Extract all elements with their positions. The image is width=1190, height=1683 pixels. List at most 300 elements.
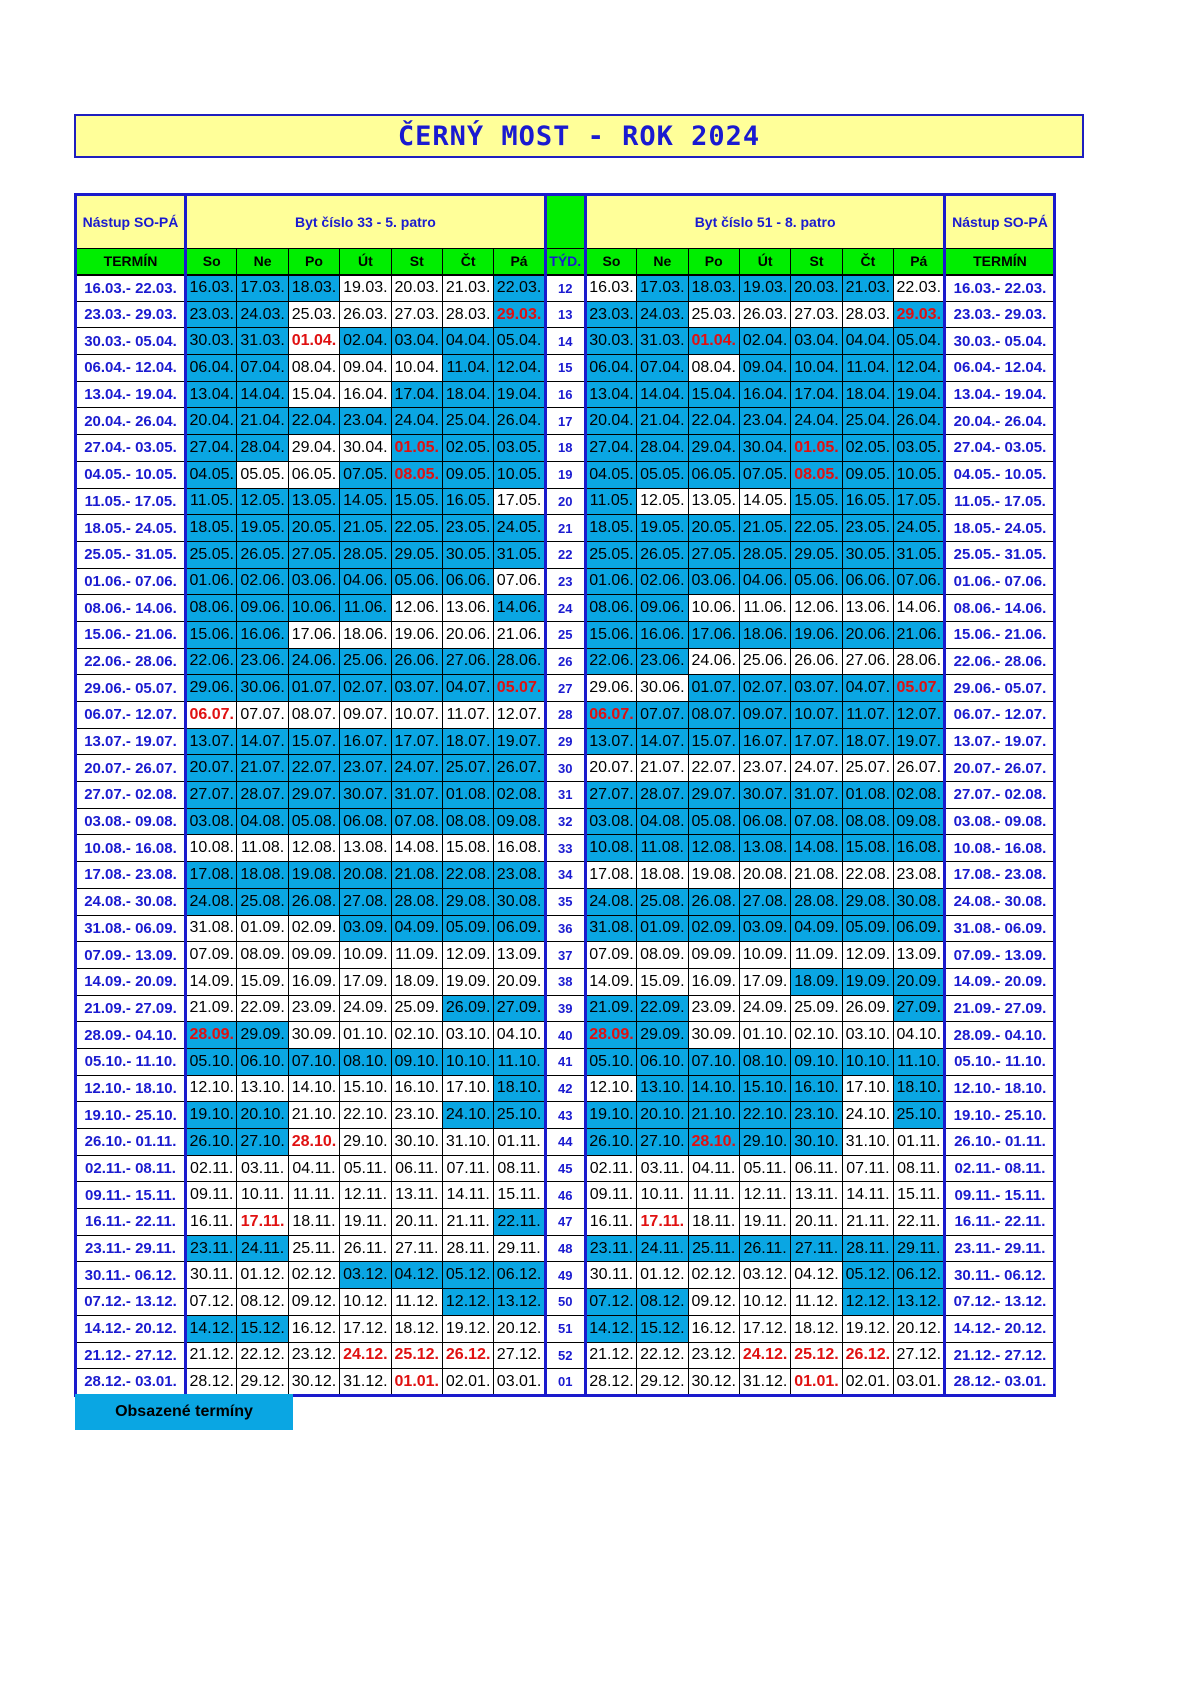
date-cell-flat-51: 27.10.	[637, 1129, 688, 1156]
date-cell-flat-33: 02.05.	[442, 435, 493, 462]
term-cell-right: 04.05.- 10.05.	[945, 461, 1055, 488]
date-cell-flat-51: 25.06.	[739, 648, 790, 675]
date-cell-flat-33: 23.03.	[186, 301, 237, 328]
date-cell-flat-51: 23.10.	[791, 1102, 842, 1129]
date-cell-flat-51: 08.08.	[842, 808, 893, 835]
date-cell-flat-33: 27.09.	[494, 995, 545, 1022]
date-cell-flat-33: 23.04.	[340, 408, 391, 435]
date-cell-flat-51: 05.08.	[688, 808, 739, 835]
date-cell-flat-51: 17.03.	[637, 275, 688, 302]
day-header: Čt	[442, 249, 493, 275]
date-cell-flat-51: 28.04.	[637, 435, 688, 462]
date-cell-flat-51: 21.09.	[585, 995, 636, 1022]
date-cell-flat-51: 24.11.	[637, 1235, 688, 1262]
date-cell-flat-51: 22.04.	[688, 408, 739, 435]
date-cell-flat-33: 20.04.	[186, 408, 237, 435]
date-cell-flat-51: 30.10.	[791, 1129, 842, 1156]
date-cell-flat-33: 26.11.	[340, 1235, 391, 1262]
date-cell-flat-51: 19.12.	[842, 1315, 893, 1342]
date-cell-flat-33: 11.06.	[340, 595, 391, 622]
date-cell-flat-33: 02.08.	[494, 782, 545, 809]
day-header: So	[186, 249, 237, 275]
date-cell-flat-33: 22.03.	[494, 275, 545, 302]
week-row	[76, 782, 1055, 809]
week-row	[76, 942, 1055, 969]
date-cell-flat-51: 01.04.	[688, 328, 739, 355]
date-cell-flat-33: 15.11.	[494, 1182, 545, 1209]
week-number-cell: 48	[545, 1235, 585, 1262]
week-number-cell: 44	[545, 1129, 585, 1156]
term-cell-left: 14.09.- 20.09.	[76, 968, 186, 995]
date-cell-flat-33: 07.07.	[237, 702, 288, 729]
date-cell-flat-33: 20.11.	[391, 1209, 442, 1236]
date-cell-flat-51: 29.07.	[688, 782, 739, 809]
date-cell-flat-51: 11.06.	[739, 595, 790, 622]
date-cell-flat-33: 11.08.	[237, 835, 288, 862]
termin-header-right: TERMÍN	[945, 249, 1055, 275]
date-cell-flat-33: 06.05.	[288, 461, 339, 488]
date-cell-flat-51: 24.09.	[739, 995, 790, 1022]
date-cell-flat-51: 31.03.	[637, 328, 688, 355]
date-cell-flat-33: 07.09.	[186, 942, 237, 969]
date-cell-flat-33: 04.06.	[340, 568, 391, 595]
date-cell-flat-33: 30.10.	[391, 1129, 442, 1156]
term-cell-left: 06.07.- 12.07.	[76, 702, 186, 729]
date-cell-flat-51: 09.08.	[894, 808, 945, 835]
date-cell-flat-51: 05.11.	[739, 1155, 790, 1182]
date-cell-flat-51: 26.08.	[688, 888, 739, 915]
week-row	[76, 1209, 1055, 1236]
date-cell-flat-51: 27.04.	[585, 435, 636, 462]
date-cell-flat-33: 09.11.	[186, 1182, 237, 1209]
date-cell-flat-51: 02.11.	[585, 1155, 636, 1182]
term-cell-right: 07.12.- 13.12.	[945, 1289, 1055, 1316]
week-number-cell: 23	[545, 568, 585, 595]
date-cell-flat-51: 07.05.	[739, 461, 790, 488]
date-cell-flat-33: 12.12.	[442, 1289, 493, 1316]
date-cell-flat-51: 22.06.	[585, 648, 636, 675]
date-cell-flat-51: 08.11.	[894, 1155, 945, 1182]
date-cell-flat-33: 12.04.	[494, 355, 545, 382]
date-cell-flat-33: 17.11.	[237, 1209, 288, 1236]
date-cell-flat-51: 08.04.	[688, 355, 739, 382]
date-cell-flat-33: 13.08.	[340, 835, 391, 862]
date-cell-flat-51: 29.03.	[894, 301, 945, 328]
date-cell-flat-33: 07.10.	[288, 1048, 339, 1075]
date-cell-flat-33: 10.06.	[288, 595, 339, 622]
date-cell-flat-33: 12.05.	[237, 488, 288, 515]
date-cell-flat-33: 23.09.	[288, 995, 339, 1022]
week-row	[76, 1022, 1055, 1049]
date-cell-flat-33: 24.06.	[288, 648, 339, 675]
date-cell-flat-33: 23.05.	[442, 515, 493, 542]
date-cell-flat-33: 19.05.	[237, 515, 288, 542]
date-cell-flat-51: 03.08.	[585, 808, 636, 835]
date-cell-flat-51: 17.10.	[842, 1075, 893, 1102]
date-cell-flat-51: 05.05.	[637, 461, 688, 488]
date-cell-flat-33: 14.04.	[237, 381, 288, 408]
week-row	[76, 435, 1055, 462]
date-cell-flat-51: 21.11.	[842, 1209, 893, 1236]
day-header: Pá	[894, 249, 945, 275]
date-cell-flat-33: 25.10.	[494, 1102, 545, 1129]
date-cell-flat-33: 15.10.	[340, 1075, 391, 1102]
date-cell-flat-33: 01.04.	[288, 328, 339, 355]
date-cell-flat-33: 19.06.	[391, 621, 442, 648]
term-cell-left: 05.10.- 11.10.	[76, 1048, 186, 1075]
date-cell-flat-33: 08.09.	[237, 942, 288, 969]
date-cell-flat-51: 17.09.	[739, 968, 790, 995]
date-cell-flat-33: 10.05.	[494, 461, 545, 488]
date-cell-flat-51: 06.06.	[842, 568, 893, 595]
week-number-cell: 36	[545, 915, 585, 942]
week-number-cell: 27	[545, 675, 585, 702]
date-cell-flat-51: 16.03.	[585, 275, 636, 302]
term-cell-right: 13.07.- 19.07.	[945, 728, 1055, 755]
term-cell-right: 30.11.- 06.12.	[945, 1262, 1055, 1289]
date-cell-flat-51: 26.12.	[842, 1342, 893, 1369]
day-header: St	[391, 249, 442, 275]
date-cell-flat-51: 26.10.	[585, 1129, 636, 1156]
day-header: Po	[688, 249, 739, 275]
date-cell-flat-51: 09.05.	[842, 461, 893, 488]
date-cell-flat-33: 19.08.	[288, 862, 339, 889]
date-cell-flat-51: 23.04.	[739, 408, 790, 435]
term-cell-left: 24.08.- 30.08.	[76, 888, 186, 915]
date-cell-flat-33: 10.08.	[186, 835, 237, 862]
date-cell-flat-33: 10.12.	[340, 1289, 391, 1316]
date-cell-flat-33: 12.06.	[391, 595, 442, 622]
date-cell-flat-51: 10.08.	[585, 835, 636, 862]
term-cell-left: 23.03.- 29.03.	[76, 301, 186, 328]
date-cell-flat-33: 20.06.	[442, 621, 493, 648]
term-cell-right: 01.06.- 07.06.	[945, 568, 1055, 595]
date-cell-flat-33: 03.11.	[237, 1155, 288, 1182]
date-cell-flat-33: 14.06.	[494, 595, 545, 622]
week-row	[76, 648, 1055, 675]
date-cell-flat-51: 04.12.	[791, 1262, 842, 1289]
date-cell-flat-51: 02.10.	[791, 1022, 842, 1049]
date-cell-flat-33: 23.10.	[391, 1102, 442, 1129]
week-row	[76, 408, 1055, 435]
date-cell-flat-51: 30.11.	[585, 1262, 636, 1289]
date-cell-flat-51: 31.07.	[791, 782, 842, 809]
date-cell-flat-51: 08.06.	[585, 595, 636, 622]
week-number-cell: 37	[545, 942, 585, 969]
term-cell-right: 10.08.- 16.08.	[945, 835, 1055, 862]
week-number-cell: 31	[545, 782, 585, 809]
date-cell-flat-33: 29.08.	[442, 888, 493, 915]
date-cell-flat-51: 12.08.	[688, 835, 739, 862]
date-cell-flat-33: 24.03.	[237, 301, 288, 328]
date-cell-flat-33: 13.12.	[494, 1289, 545, 1316]
date-cell-flat-33: 11.11.	[288, 1182, 339, 1209]
date-cell-flat-33: 13.06.	[442, 595, 493, 622]
date-cell-flat-33: 25.06.	[340, 648, 391, 675]
date-cell-flat-51: 06.11.	[791, 1155, 842, 1182]
date-cell-flat-51: 14.09.	[585, 968, 636, 995]
date-cell-flat-51: 12.04.	[894, 355, 945, 382]
date-cell-flat-51: 24.06.	[688, 648, 739, 675]
date-cell-flat-51: 21.04.	[637, 408, 688, 435]
date-cell-flat-33: 17.08.	[186, 862, 237, 889]
date-cell-flat-33: 25.03.	[288, 301, 339, 328]
date-cell-flat-51: 08.09.	[637, 942, 688, 969]
date-cell-flat-33: 02.11.	[186, 1155, 237, 1182]
week-row	[76, 355, 1055, 382]
date-cell-flat-33: 31.03.	[237, 328, 288, 355]
term-cell-left: 14.12.- 20.12.	[76, 1315, 186, 1342]
date-cell-flat-33: 03.09.	[340, 915, 391, 942]
date-cell-flat-33: 01.11.	[494, 1129, 545, 1156]
date-cell-flat-51: 07.11.	[842, 1155, 893, 1182]
date-cell-flat-51: 29.04.	[688, 435, 739, 462]
week-number-cell: 41	[545, 1048, 585, 1075]
date-cell-flat-51: 11.11.	[688, 1182, 739, 1209]
date-cell-flat-51: 01.11.	[894, 1129, 945, 1156]
date-cell-flat-51: 25.05.	[585, 541, 636, 568]
week-number-cell: 12	[545, 275, 585, 302]
date-cell-flat-33: 16.11.	[186, 1209, 237, 1236]
date-cell-flat-33: 04.07.	[442, 675, 493, 702]
date-cell-flat-51: 20.09.	[894, 968, 945, 995]
date-cell-flat-51: 17.11.	[637, 1209, 688, 1236]
date-cell-flat-33: 04.10.	[494, 1022, 545, 1049]
date-cell-flat-33: 05.07.	[494, 675, 545, 702]
date-cell-flat-33: 16.10.	[391, 1075, 442, 1102]
week-number-cell: 52	[545, 1342, 585, 1369]
date-cell-flat-51: 28.08.	[791, 888, 842, 915]
week-number-cell: 21	[545, 515, 585, 542]
date-cell-flat-51: 20.08.	[739, 862, 790, 889]
week-row	[76, 1315, 1055, 1342]
date-cell-flat-33: 18.11.	[288, 1209, 339, 1236]
date-cell-flat-51: 20.05.	[688, 515, 739, 542]
date-cell-flat-51: 23.03.	[585, 301, 636, 328]
date-cell-flat-51: 19.06.	[791, 621, 842, 648]
date-cell-flat-51: 16.04.	[739, 381, 790, 408]
date-cell-flat-33: 21.04.	[237, 408, 288, 435]
date-cell-flat-51: 06.05.	[688, 461, 739, 488]
term-cell-left: 31.08.- 06.09.	[76, 915, 186, 942]
date-cell-flat-51: 21.03.	[842, 275, 893, 302]
week-number-cell: 47	[545, 1209, 585, 1236]
date-cell-flat-51: 03.06.	[688, 568, 739, 595]
date-cell-flat-33: 02.10.	[391, 1022, 442, 1049]
date-cell-flat-51: 30.08.	[894, 888, 945, 915]
date-cell-flat-33: 09.05.	[442, 461, 493, 488]
week-number-cell: 35	[545, 888, 585, 915]
date-cell-flat-51: 03.12.	[739, 1262, 790, 1289]
date-cell-flat-33: 26.08.	[288, 888, 339, 915]
term-cell-left: 17.08.- 23.08.	[76, 862, 186, 889]
date-cell-flat-33: 21.11.	[442, 1209, 493, 1236]
term-cell-right: 15.06.- 21.06.	[945, 621, 1055, 648]
date-cell-flat-51: 15.05.	[791, 488, 842, 515]
date-cell-flat-51: 27.06.	[842, 648, 893, 675]
date-cell-flat-33: 19.03.	[340, 275, 391, 302]
date-cell-flat-33: 13.11.	[391, 1182, 442, 1209]
date-cell-flat-33: 28.03.	[442, 301, 493, 328]
date-cell-flat-33: 06.10.	[237, 1048, 288, 1075]
date-cell-flat-51: 11.09.	[791, 942, 842, 969]
week-row	[76, 968, 1055, 995]
week-row	[76, 595, 1055, 622]
date-cell-flat-33: 04.04.	[442, 328, 493, 355]
date-cell-flat-51: 21.12.	[585, 1342, 636, 1369]
date-cell-flat-51: 23.06.	[637, 648, 688, 675]
date-cell-flat-33: 19.04.	[494, 381, 545, 408]
date-cell-flat-33: 27.12.	[494, 1342, 545, 1369]
date-cell-flat-51: 12.10.	[585, 1075, 636, 1102]
term-cell-right: 06.07.- 12.07.	[945, 702, 1055, 729]
date-cell-flat-51: 05.12.	[842, 1262, 893, 1289]
date-cell-flat-51: 18.05.	[585, 515, 636, 542]
date-cell-flat-51: 17.05.	[894, 488, 945, 515]
date-cell-flat-51: 22.11.	[894, 1209, 945, 1236]
week-row	[76, 1075, 1055, 1102]
date-cell-flat-33: 14.05.	[340, 488, 391, 515]
date-cell-flat-33: 05.06.	[391, 568, 442, 595]
date-cell-flat-51: 17.07.	[791, 728, 842, 755]
date-cell-flat-51: 19.08.	[688, 862, 739, 889]
week-number-cell: 16	[545, 381, 585, 408]
date-cell-flat-33: 12.07.	[494, 702, 545, 729]
date-cell-flat-33: 13.09.	[494, 942, 545, 969]
date-cell-flat-33: 03.01.	[494, 1369, 545, 1396]
date-cell-flat-33: 03.07.	[391, 675, 442, 702]
date-cell-flat-33: 29.11.	[494, 1235, 545, 1262]
date-cell-flat-51: 10.12.	[739, 1289, 790, 1316]
date-cell-flat-33: 26.03.	[340, 301, 391, 328]
date-cell-flat-51: 10.05.	[894, 461, 945, 488]
day-header: Ne	[637, 249, 688, 275]
date-cell-flat-51: 09.04.	[739, 355, 790, 382]
day-header: St	[791, 249, 842, 275]
date-cell-flat-33: 30.12.	[288, 1369, 339, 1396]
term-cell-left: 18.05.- 24.05.	[76, 515, 186, 542]
date-cell-flat-33: 09.06.	[237, 595, 288, 622]
page-title: ČERNÝ MOST - ROK 2024	[397, 120, 761, 152]
date-cell-flat-33: 10.11.	[237, 1182, 288, 1209]
term-cell-left: 25.05.- 31.05.	[76, 541, 186, 568]
date-cell-flat-33: 20.09.	[494, 968, 545, 995]
term-cell-left: 08.06.- 14.06.	[76, 595, 186, 622]
date-cell-flat-51: 18.06.	[739, 621, 790, 648]
date-cell-flat-33: 22.09.	[237, 995, 288, 1022]
term-cell-right: 02.11.- 08.11.	[945, 1155, 1055, 1182]
date-cell-flat-51: 17.08.	[585, 862, 636, 889]
date-cell-flat-33: 31.12.	[340, 1369, 391, 1396]
week-number-cell: 22	[545, 541, 585, 568]
day-header: Čt	[842, 249, 893, 275]
date-cell-flat-33: 30.05.	[442, 541, 493, 568]
date-cell-flat-33: 02.06.	[237, 568, 288, 595]
date-cell-flat-33: 29.09.	[237, 1022, 288, 1049]
date-cell-flat-51: 03.07.	[791, 675, 842, 702]
date-cell-flat-51: 09.09.	[688, 942, 739, 969]
date-cell-flat-51: 11.08.	[637, 835, 688, 862]
calendar-body	[76, 275, 1055, 1396]
week-row	[76, 301, 1055, 328]
date-cell-flat-33: 20.07.	[186, 755, 237, 782]
date-cell-flat-51: 03.10.	[842, 1022, 893, 1049]
date-cell-flat-33: 02.01.	[442, 1369, 493, 1396]
term-cell-right: 25.05.- 31.05.	[945, 541, 1055, 568]
date-cell-flat-33: 15.12.	[237, 1315, 288, 1342]
term-cell-right: 20.07.- 26.07.	[945, 755, 1055, 782]
date-cell-flat-33: 03.12.	[340, 1262, 391, 1289]
date-cell-flat-51: 21.06.	[894, 621, 945, 648]
date-cell-flat-51: 29.05.	[791, 541, 842, 568]
day-header: Po	[288, 249, 339, 275]
date-cell-flat-33: 05.12.	[442, 1262, 493, 1289]
date-cell-flat-33: 09.12.	[288, 1289, 339, 1316]
date-cell-flat-51: 05.09.	[842, 915, 893, 942]
date-cell-flat-33: 29.03.	[494, 301, 545, 328]
nastup-header-left: Nástup SO-PÁ	[76, 195, 186, 249]
date-cell-flat-33: 30.08.	[494, 888, 545, 915]
week-number-cell: 50	[545, 1289, 585, 1316]
date-cell-flat-33: 13.04.	[186, 381, 237, 408]
term-cell-left: 10.08.- 16.08.	[76, 835, 186, 862]
date-cell-flat-33: 23.08.	[494, 862, 545, 889]
date-cell-flat-51: 13.10.	[637, 1075, 688, 1102]
date-cell-flat-51: 24.08.	[585, 888, 636, 915]
date-cell-flat-51: 02.12.	[688, 1262, 739, 1289]
week-number-cell: 49	[545, 1262, 585, 1289]
date-cell-flat-51: 15.10.	[739, 1075, 790, 1102]
date-cell-flat-33: 10.10.	[442, 1048, 493, 1075]
date-cell-flat-51: 03.11.	[637, 1155, 688, 1182]
date-cell-flat-33: 27.03.	[391, 301, 442, 328]
date-cell-flat-51: 02.01.	[842, 1369, 893, 1396]
header-row-days	[76, 249, 1055, 275]
date-cell-flat-51: 07.07.	[637, 702, 688, 729]
date-cell-flat-51: 30.04.	[739, 435, 790, 462]
date-cell-flat-33: 01.09.	[237, 915, 288, 942]
date-cell-flat-33: 05.04.	[494, 328, 545, 355]
date-cell-flat-33: 08.05.	[391, 461, 442, 488]
week-number-cell: 42	[545, 1075, 585, 1102]
date-cell-flat-51: 21.07.	[637, 755, 688, 782]
flat-51-header: Byt číslo 51 - 8. patro	[585, 195, 945, 249]
date-cell-flat-51: 07.04.	[637, 355, 688, 382]
date-cell-flat-51: 05.06.	[791, 568, 842, 595]
week-number-cell: 46	[545, 1182, 585, 1209]
date-cell-flat-33: 19.12.	[442, 1315, 493, 1342]
date-cell-flat-51: 23.11.	[585, 1235, 636, 1262]
date-cell-flat-51: 04.05.	[585, 461, 636, 488]
date-cell-flat-51: 18.08.	[637, 862, 688, 889]
date-cell-flat-33: 10.07.	[391, 702, 442, 729]
date-cell-flat-51: 13.12.	[894, 1289, 945, 1316]
date-cell-flat-51: 27.12.	[894, 1342, 945, 1369]
date-cell-flat-51: 20.07.	[585, 755, 636, 782]
date-cell-flat-51: 16.05.	[842, 488, 893, 515]
date-cell-flat-33: 01.05.	[391, 435, 442, 462]
date-cell-flat-33: 20.10.	[237, 1102, 288, 1129]
date-cell-flat-51: 06.04.	[585, 355, 636, 382]
date-cell-flat-51: 31.08.	[585, 915, 636, 942]
date-cell-flat-33: 21.10.	[288, 1102, 339, 1129]
date-cell-flat-51: 01.07.	[688, 675, 739, 702]
date-cell-flat-51: 13.07.	[585, 728, 636, 755]
date-cell-flat-51: 01.01.	[791, 1369, 842, 1396]
date-cell-flat-33: 17.06.	[288, 621, 339, 648]
date-cell-flat-33: 02.09.	[288, 915, 339, 942]
date-cell-flat-51: 02.04.	[739, 328, 790, 355]
